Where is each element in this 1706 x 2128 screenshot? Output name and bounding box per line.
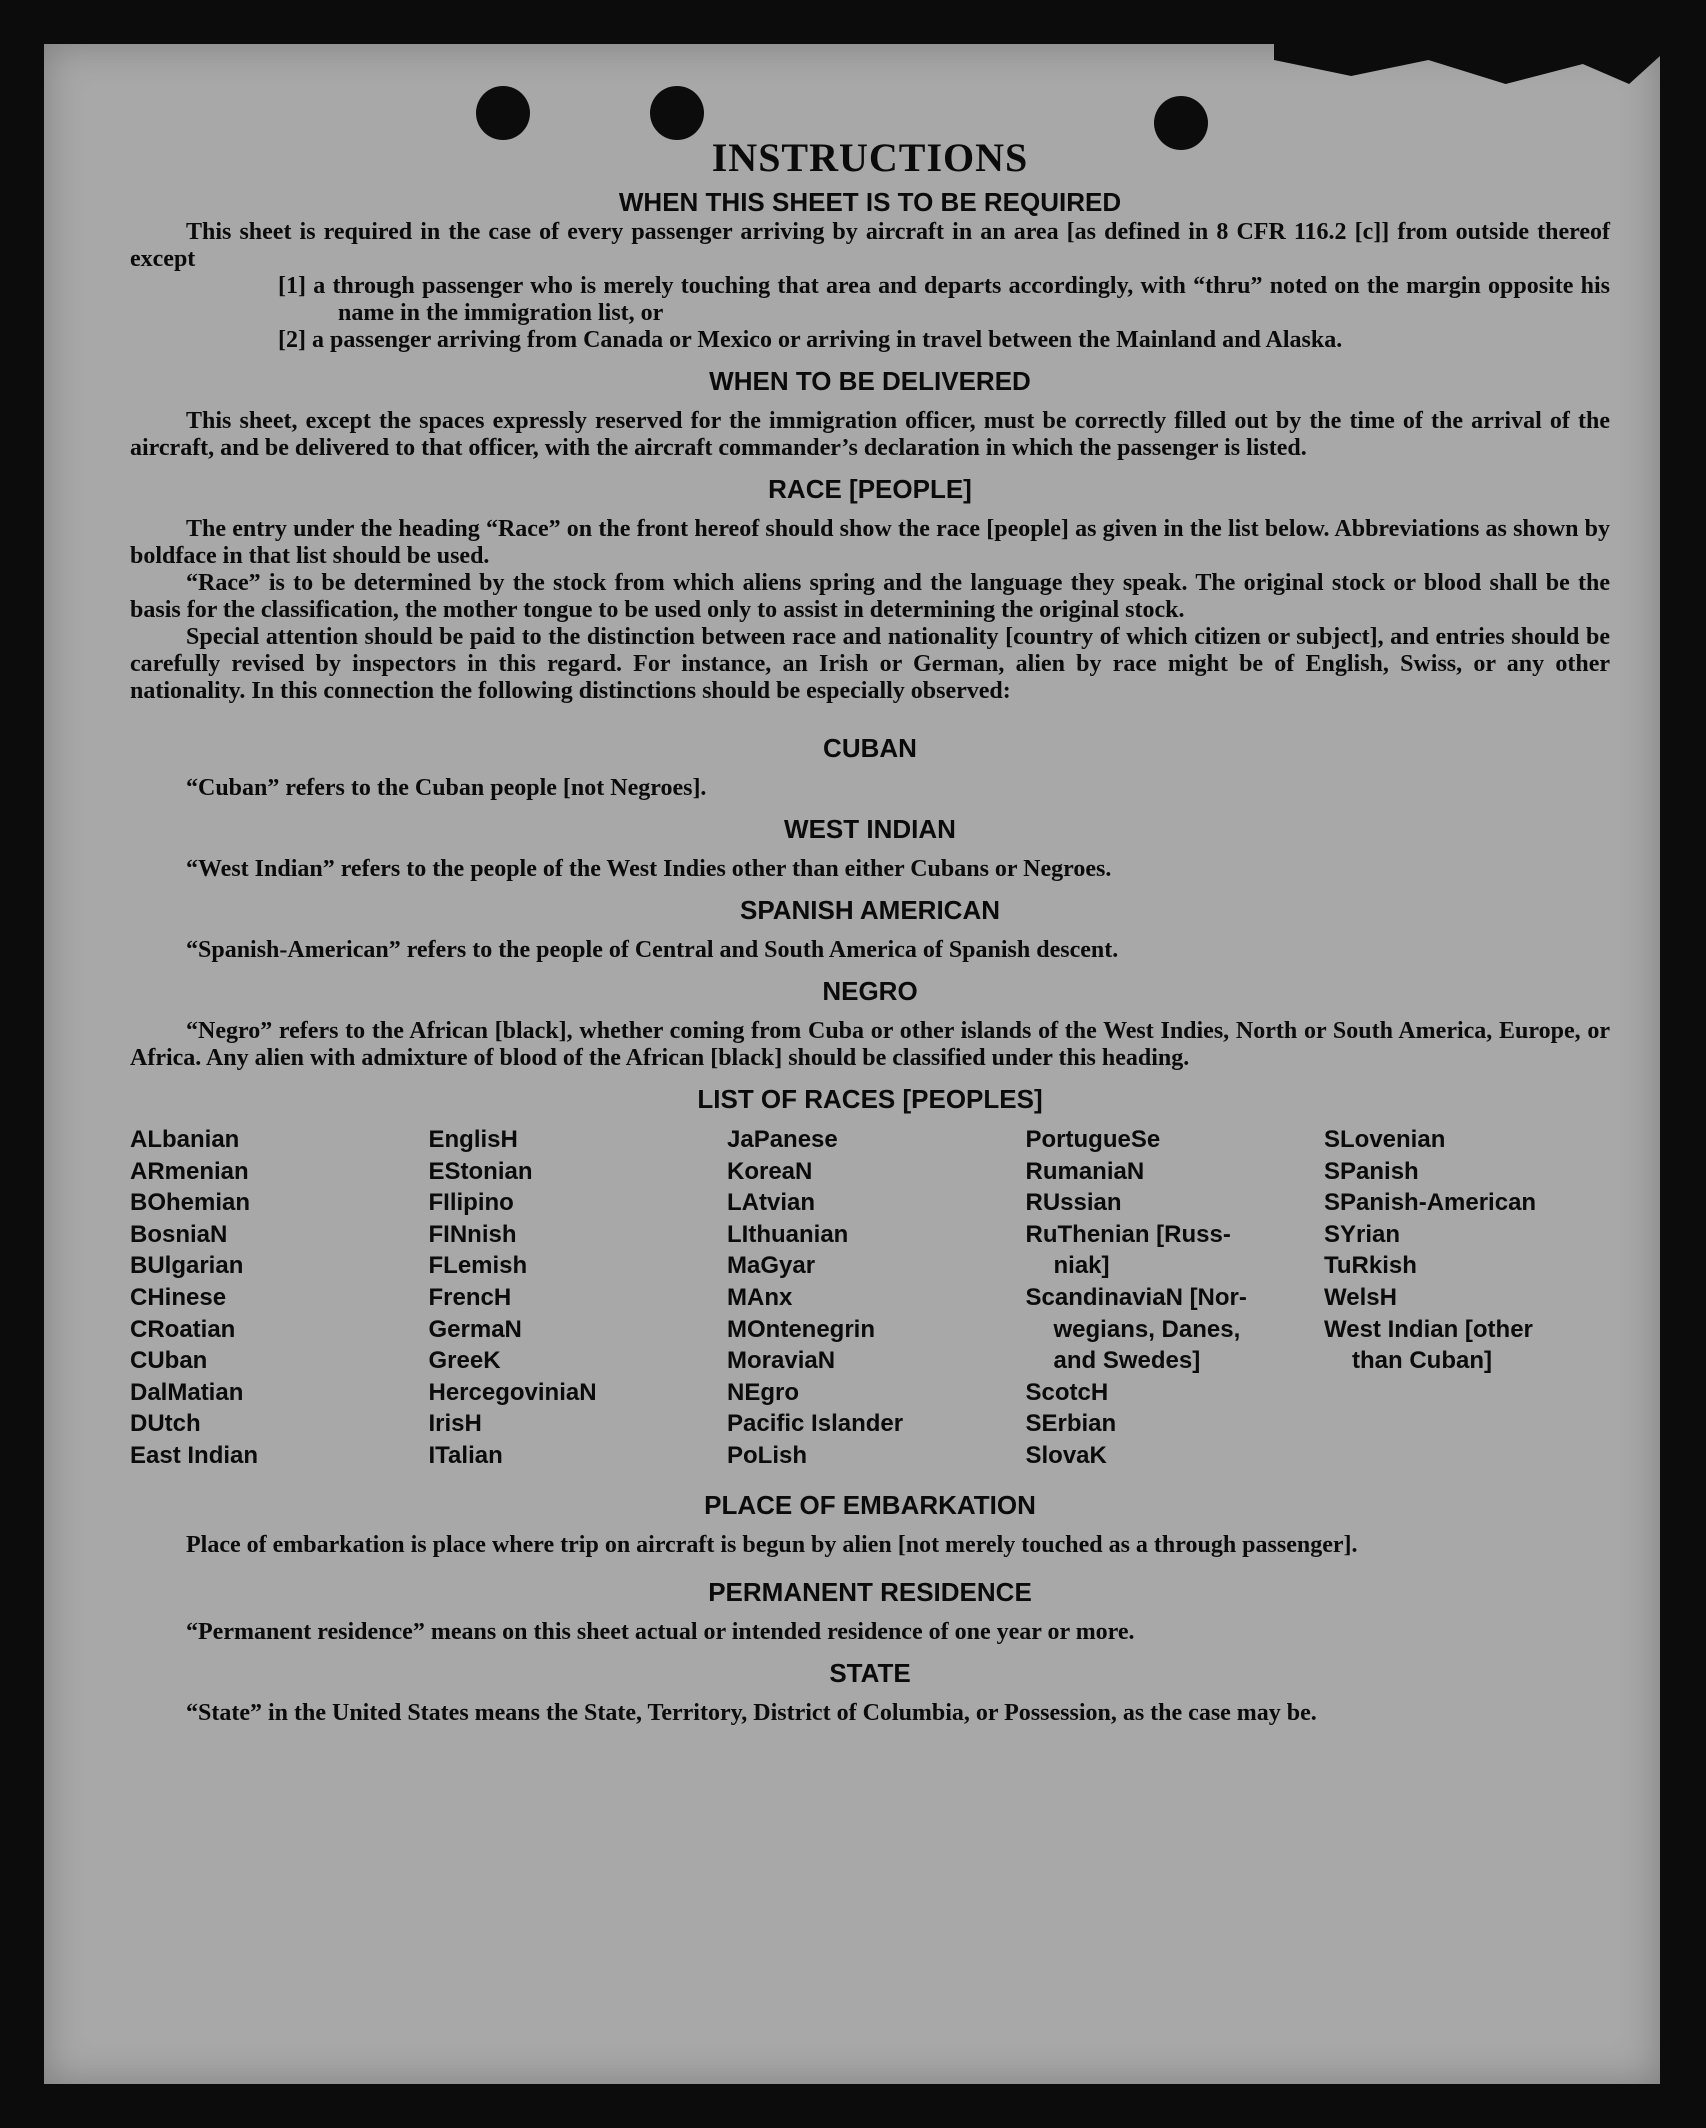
race-list-item: West Indian [other	[1324, 1315, 1533, 1343]
section-heading-west-indian: WEST INDIAN	[784, 814, 956, 844]
required-item-2: [2] a passenger arriving from Canada or Mexico or arriving in travel between the Mainland and Alaska.	[278, 327, 1343, 353]
embarkation-text: Place of embarkation is place where trip on aircraft is begun by alien [not merely touched as a through passenger].	[186, 1531, 1358, 1558]
torn-corner	[1274, 44, 1660, 84]
race-list-column	[1324, 1124, 1610, 1472]
race-list-item: FIlipino	[428, 1189, 514, 1217]
race-list-item: ITalian	[428, 1441, 503, 1469]
race-list-item: SLovenian	[1324, 1126, 1446, 1153]
race-paragraph-1: The entry under the heading “Race” on the front hereof should show the race [people] as given in the list below. Abbreviations as shown by boldface in that list should be used.	[130, 516, 1610, 569]
race-list-item: RumaniaN	[1025, 1157, 1145, 1185]
cuban-text: “Cuban” refers to the Cuban people [not Negroes].	[186, 775, 707, 801]
punch-hole	[476, 86, 530, 140]
instructions-content	[130, 134, 1610, 1727]
race-list-item: WelsH	[1324, 1283, 1397, 1311]
race-list-item: than Cuban]	[1352, 1347, 1492, 1375]
race-list-column	[429, 1124, 715, 1472]
section-heading-residence: PERMANENT RESIDENCE	[708, 1576, 1032, 1607]
section-heading-spanish-american: SPANISH AMERICAN	[739, 895, 1000, 925]
race-list-item: LIthuanian	[727, 1220, 849, 1248]
race-list-item: ALbanian	[130, 1126, 240, 1153]
race-list	[130, 1124, 1610, 1472]
race-list-column	[130, 1124, 416, 1472]
race-list-item: GreeK	[428, 1347, 501, 1375]
section-heading-state: STATE	[829, 1657, 911, 1688]
required-item-1: [1] a through passenger who is merely touching that area and departs accordingly, with “thru” noted on the margin opposite his name in the immigration list, or	[278, 273, 1610, 326]
page-title: INSTRUCTIONS	[711, 135, 1029, 180]
race-list-item: wegians, Danes,	[1053, 1315, 1241, 1343]
race-list-item: Pacific Islander	[727, 1410, 904, 1438]
race-list-item: TuRkish	[1324, 1252, 1417, 1280]
race-list-item: FLemish	[428, 1252, 528, 1280]
race-list-item: SPanish	[1324, 1157, 1419, 1185]
race-list-item: LAtvian	[727, 1189, 816, 1217]
race-paragraph-3: Special attention should be paid to the distinction between race and nationality [country of which citizen or subject], and entries should be carefully revised by inspectors in this regard. For instance, an Irish or German, alien by race might be of English, Swiss, or any other nationality. In this connection the following distinctions should be especially observed:	[130, 624, 1610, 704]
race-list-item: KoreaN	[727, 1157, 813, 1185]
race-list-item: RuThenian [Russ-	[1025, 1220, 1231, 1248]
race-list-item: BosniaN	[130, 1220, 228, 1248]
race-list-item: DalMatian	[130, 1378, 244, 1406]
negro-text: “Negro” refers to the African [black], whether coming from Cuba or other islands of the West Indies, North or South America, Europe, or Africa. Any alien with admixture of blood of the African [black] should be classified under this heading.	[130, 1018, 1610, 1071]
race-list-item: MoraviaN	[727, 1347, 836, 1375]
race-list-item: HercegoviniaN	[428, 1378, 597, 1406]
race-list-item: GermaN	[428, 1315, 522, 1343]
race-list-item: CUban	[130, 1347, 208, 1375]
race-list-item: MAnx	[727, 1283, 793, 1311]
section-heading-negro: NEGRO	[822, 976, 918, 1006]
section-heading-embarkation: PLACE OF EMBARKATION	[704, 1489, 1036, 1520]
section-heading-cuban: CUBAN	[823, 733, 917, 763]
race-list-item: SlovaK	[1025, 1441, 1107, 1469]
required-intro: This sheet is required in the case of every passenger arriving by aircraft in an area [as defined in 8 CFR 116.2 [c]] from outside thereof except	[130, 219, 1610, 272]
race-list-item: MaGyar	[727, 1252, 816, 1280]
race-list-item: NEgro	[727, 1378, 799, 1406]
race-list-item: SYrian	[1324, 1220, 1401, 1248]
race-list-item: FINnish	[428, 1220, 517, 1248]
race-list-item: and Swedes]	[1053, 1347, 1201, 1375]
race-list-item: MOntenegrin	[727, 1315, 875, 1343]
race-list-item: East Indian	[130, 1441, 259, 1469]
race-list-item: EStonian	[428, 1157, 533, 1185]
race-list-item: JaPanese	[727, 1126, 838, 1153]
race-list-item: CHinese	[130, 1283, 227, 1311]
spanish-american-text: “Spanish-American” refers to the people of Central and South America of Spanish descent.	[186, 937, 1119, 963]
race-list-item: DUtch	[130, 1410, 201, 1438]
section-heading-race: RACE [PEOPLE]	[768, 474, 972, 504]
section-heading-race-list: LIST OF RACES [PEOPLES]	[697, 1084, 1043, 1114]
race-list-item: PoLish	[727, 1441, 808, 1469]
section-heading-required: WHEN THIS SHEET IS TO BE REQUIRED	[618, 187, 1122, 217]
race-list-item: niak]	[1053, 1252, 1110, 1280]
state-text: “State” in the United States means the State, Territory, District of Columbia, or Possession, as the case may be.	[186, 1699, 1317, 1726]
delivered-text: This sheet, except the spaces expressly reserved for the immigration officer, must be correctly filled out by the time of the arrival of the aircraft, and be delivered to that officer, with the aircraft commander’s declaration in which the passenger is listed.	[130, 408, 1610, 461]
race-list-item: ScandinaviaN [Nor-	[1025, 1283, 1247, 1311]
race-list-item: ARmenian	[130, 1157, 249, 1185]
punch-hole	[650, 86, 704, 140]
race-list-column	[1026, 1124, 1312, 1472]
residence-text: “Permanent residence” means on this sheet actual or intended residence of one year or more.	[186, 1618, 1135, 1645]
section-heading-delivered: WHEN TO BE DELIVERED	[709, 366, 1031, 396]
race-list-item: BOhemian	[130, 1189, 251, 1217]
race-list-item: RUssian	[1025, 1189, 1122, 1217]
race-list-item: EnglisH	[428, 1126, 518, 1153]
west-indian-text: “West Indian” refers to the people of the West Indies other than either Cubans or Negroes.	[186, 856, 1112, 882]
race-list-item: CRoatian	[130, 1315, 236, 1343]
race-list-item: PortugueSe	[1025, 1126, 1161, 1153]
race-list-column	[727, 1124, 1013, 1472]
race-list-item: BUlgarian	[130, 1252, 244, 1280]
race-list-item: FrencH	[428, 1283, 512, 1311]
race-paragraph-2: “Race” is to be determined by the stock from which aliens spring and the language they speak. The original stock or blood shall be the basis for the classification, the mother tongue to be used only to assist in determining the original stock.	[130, 570, 1610, 623]
race-list-item: IrisH	[428, 1410, 482, 1438]
race-list-item: ScotcH	[1025, 1378, 1109, 1406]
race-list-item: SPanish-American	[1324, 1189, 1537, 1217]
race-list-item: SErbian	[1025, 1410, 1117, 1438]
document-sheet	[44, 44, 1660, 2084]
